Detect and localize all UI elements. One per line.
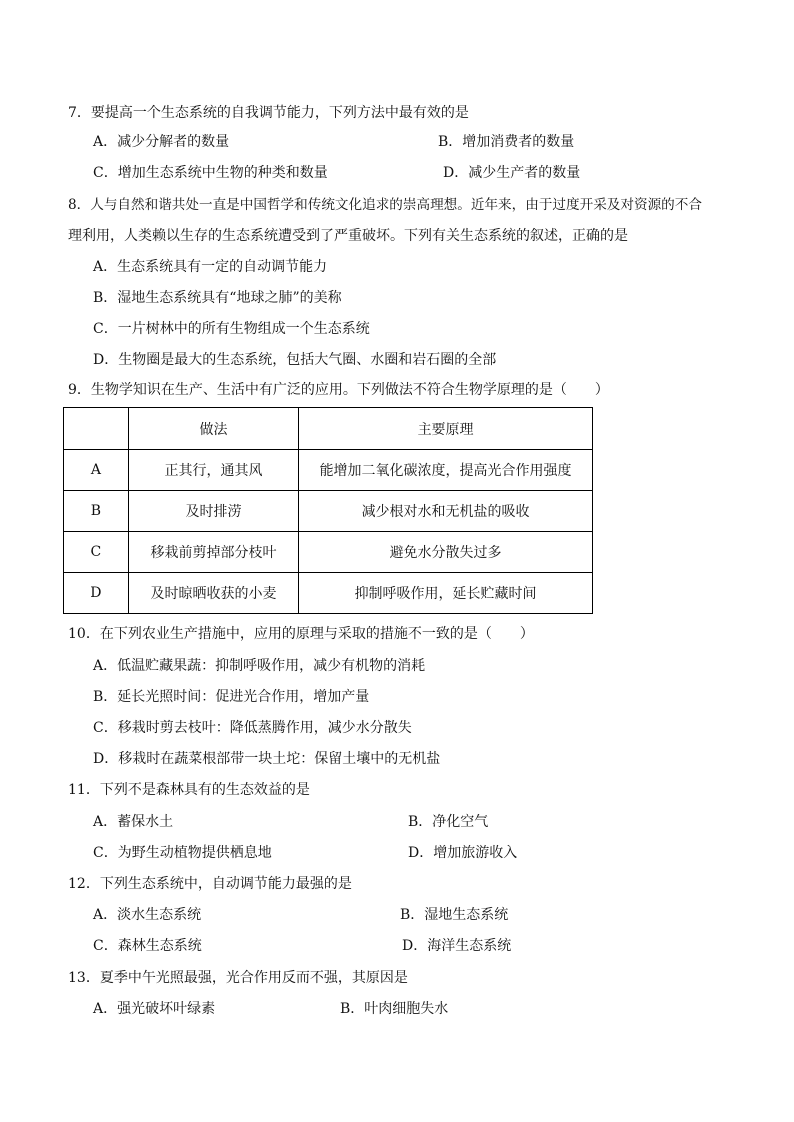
question-10-option-d: D．移栽时在蔬菜根部带一块土坨：保留土壤中的无机盐 (93, 751, 441, 767)
question-7-stem: 7．要提高一个生态系统的自我调节能力，下列方法中最有效的是 (68, 105, 469, 121)
question-12-stem: 12．下列生态系统中，自动调节能力最强的是 (68, 876, 352, 892)
question-7-option-b: B．增加消费者的数量 (438, 134, 575, 150)
question-8-stem-line2: 理利用，人类赖以生存的生态系统遭受到了严重破坏。下列有关生态系统的叙述，正确的是 (68, 228, 628, 244)
question-8-stem-line1: 8．人与自然和谐共处一直是中国哲学和传统文化追求的崇高理想。近年来，由于过度开采及对资源的不合 (68, 197, 702, 213)
table-header-cell: 做法 (128, 408, 298, 450)
table-cell: 及时排涝 (128, 491, 298, 532)
question-11-option-c: C．为野生动植物提供栖息地 (93, 845, 272, 861)
table-header-cell (64, 408, 129, 450)
question-10-option-b: B．延长光照时间：促进光合作用，增加产量 (93, 689, 370, 705)
question-10-stem: 10．在下列农业生产措施中，应用的原理与采取的措施不一致的是（ ） (68, 626, 534, 642)
question-9-table (63, 407, 593, 614)
question-10-option-c: C．移栽时剪去枝叶：降低蒸腾作用，减少水分散失 (93, 720, 412, 736)
table-cell: B (64, 491, 129, 532)
table-cell: 减少根对水和无机盐的吸收 (299, 491, 593, 532)
question-7-option-d: D．减少生产者的数量 (443, 165, 581, 181)
question-12-option-b: B．湿地生态系统 (400, 907, 509, 923)
question-8-option-a: A．生态系统具有一定的自动调节能力 (93, 259, 328, 275)
question-8-option-c: C．一片树林中的所有生物组成一个生态系统 (93, 321, 370, 337)
question-7-option-a: A．减少分解者的数量 (93, 134, 230, 150)
question-7-option-c: C．增加生态系统中生物的种类和数量 (93, 165, 328, 181)
table-cell: 移栽前剪掉部分枝叶 (128, 532, 298, 573)
table-cell: 抑制呼吸作用，延长贮藏时间 (299, 573, 593, 614)
question-12-option-d: D．海洋生态系统 (402, 938, 512, 954)
question-13-option-a: A．强光破坏叶绿素 (93, 1001, 216, 1017)
question-12-option-c: C．森林生态系统 (93, 938, 202, 954)
table-cell: D (64, 573, 129, 614)
question-13-stem: 13．夏季中午光照最强，光合作用反而不强，其原因是 (68, 970, 408, 986)
question-11-option-b: B．净化空气 (408, 814, 489, 830)
question-8-option-d: D．生物圈是最大的生态系统，包括大气圈、水圈和岩石圈的全部 (93, 352, 497, 368)
table-cell: 能增加二氧化碳浓度，提高光合作用强度 (299, 450, 593, 491)
table-header-row (64, 408, 593, 450)
table-row (64, 532, 593, 573)
table-header-cell: 主要原理 (299, 408, 593, 450)
question-13-option-b: B．叶肉细胞失水 (340, 1001, 449, 1017)
table-cell: 避免水分散失过多 (299, 532, 593, 573)
question-10-option-a: A．低温贮藏果蔬：抑制呼吸作用，减少有机物的消耗 (93, 658, 426, 674)
question-12-option-a: A．淡水生态系统 (93, 907, 202, 923)
table-row (64, 491, 593, 532)
table-cell: 正其行，通其风 (128, 450, 298, 491)
table-row (64, 450, 593, 491)
table-cell: C (64, 532, 129, 573)
question-9-stem: 9．生物学知识在生产、生活中有广泛的应用。下列做法不符合生物学原理的是（ ） (68, 382, 609, 398)
question-8-option-b: B．湿地生态系统具有“地球之肺”的美称 (93, 290, 342, 306)
question-11-option-d: D．增加旅游收入 (408, 845, 518, 861)
table-cell: 及时晾晒收获的小麦 (128, 573, 298, 614)
table-cell: A (64, 450, 129, 491)
question-11-stem: 11．下列不是森林具有的生态效益的是 (68, 782, 310, 798)
question-11-option-a: A．蓄保水土 (93, 814, 174, 830)
table-row (64, 573, 593, 614)
